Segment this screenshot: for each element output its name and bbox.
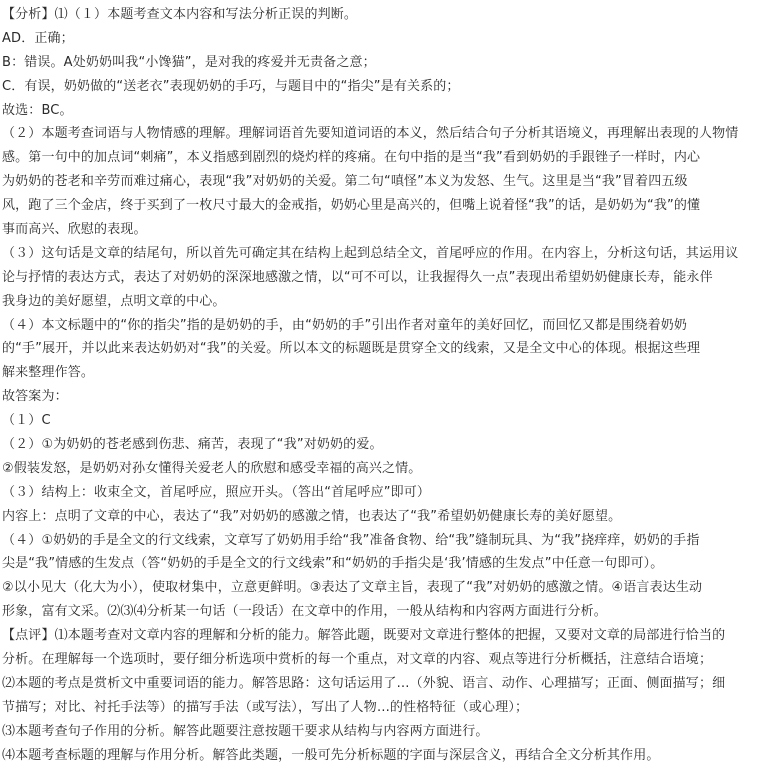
analysis-line: 感。第一句中的加点词“刺痛”，本义指感到剧烈的烧灼样的疼痛。在句中指的是当“我”看到奶奶的手跟锉子一样时，内心 [2,150,701,166]
answer-line: 内容上：点明了文章的中心，表达了“我”对奶奶的感激之情，也表达了“我”希望奶奶健康长寿的美好愿望。 [2,508,622,524]
answer-line: 故答案为： [2,389,68,405]
analysis-line: 的“手”展开，并以此来表达奶奶对“我”的关爱。所以本文的标题既是贯穿全文的线索，又是全文中心的体现。根据这些理 [2,341,701,357]
answer-line: （１）C [2,413,51,429]
analysis-line: （３）这句话是文章的结尾句，所以首先可确定其在结构上起到总结全文，首尾呼应的作用。在内容上，分析这句话，其运用议 [2,245,739,261]
analysis-line: 为奶奶的苍老和辛劳而难过痛心，表现“我”对奶奶的关爱。第二句“嗔怪”本义为发怒、生气。这里是当“我”冒着四五级 [2,174,688,190]
comment-line: 分析。在理解每一个选项时，要仔细分析选项中赏析的每一个重点，对文章的内容、观点等进行分析概括，注意结合语境； [2,652,713,668]
analysis-line: C．有误，奶奶做的“送老衣”表现奶奶的手巧，与题目中的“指尖”是有关系的； [2,78,460,94]
analysis-section [2,3,780,385]
comment-line: 【点评】⑴本题考查对文章内容的理解和分析的能力。解答此题，既要对文章进行整体的把握，又要对文章的局部进行恰当的 [2,628,726,644]
answer-line: ②假装发怒，是奶奶对孙女懂得关爱老人的欣慰和感受幸福的高兴之情。 [2,460,422,476]
comment-line: 节描写；对比、衬托手法等）的描写手法（或写法），写出了人物…的性格特征（或心理）； [2,699,529,715]
answer-line: ②以小见大（化大为小），使取材集中，立意更鲜明。③表达了文章主旨，表现了“我”对奶奶的感激之情。④语言表达生动 [2,580,703,596]
answer-line: 形象，富有文采。⑵⑶⑷分析某一句话（一段话）在文章中的作用，一般从结构和内容两方面进行分析。 [2,604,607,620]
comment-section [2,624,780,767]
answer-line: （３）结构上：收束全文，首尾呼应，照应开头。（答出“首尾呼应”即可） [2,484,431,500]
comment-line: ⑷本题考查标题的理解与作用分析。解答此类题，一般可先分析标题的字面与深层含义，再结合全文分析其作用。 [2,747,660,763]
analysis-line: （２）本题考查词语与人物情感的理解。理解词语首先要知道词语的本义，然后结合句子分析其语境义，再理解出表现的人物情 [2,126,739,142]
analysis-line: B：错误。A处奶奶叫我“小馋猫”，是对我的疼爱并无责备之意； [2,54,376,70]
analysis-line: 论与抒情的表达方式，表达了对奶奶的深深地感激之情，以“可不可以，让我握得久一点”表现出希望奶奶健康长寿，能永伴 [2,269,713,285]
analysis-line: 我身边的美好愿望，点明文章的中心。 [2,293,226,309]
answer-line: 尖是“我”情感的生发点（答“奶奶的手是全文的行文线索”和“奶奶的手指尖是‘我’情感的生发点”中任意一句即可）。 [2,556,664,572]
analysis-line: 事而高兴、欣慰的表现。 [2,222,147,238]
answer-line: （４）①奶奶的手是全文的行文线索，文章写了奶奶用手给“我”准备食物、给“我”缝制玩具、为“我”挠痒痒，奶奶的手指 [2,532,700,548]
answer-section [2,385,780,624]
comment-line: ⑶本题考查句子作用的分析。解答此题要注意按题干要求从结构与内容两方面进行。 [2,723,489,739]
analysis-line: AD．正确； [2,30,74,46]
analysis-line: 解来整理作答。 [2,365,95,381]
analysis-line: 故选：BC。 [2,102,73,118]
analysis-line: 【分析】⑴（１）本题考查文本内容和写法分析正误的判断。 [2,7,358,22]
comment-line: ⑵本题的考点是赏析文中重要词语的能力。解答思路：这句话运用了…（外貌、语言、动作、心理描写；正面、侧面描写；细 [2,675,726,691]
analysis-line: 风，跑了三个金店，终于买到了一枚尺寸最大的金戒指，奶奶心里是高兴的，但嘴上说着怪“我”的话，是奶奶为“我”的懂 [2,198,701,214]
answer-line: （２）①为奶奶的苍老感到伤悲、痛苦，表现了“我”对奶奶的爱。 [2,437,383,453]
analysis-line: （４）本文标题中的“你的指尖”指的是奶奶的手，由“奶奶的手”引出作者对童年的美好回忆，而回忆又都是围绕着奶奶 [2,317,688,333]
